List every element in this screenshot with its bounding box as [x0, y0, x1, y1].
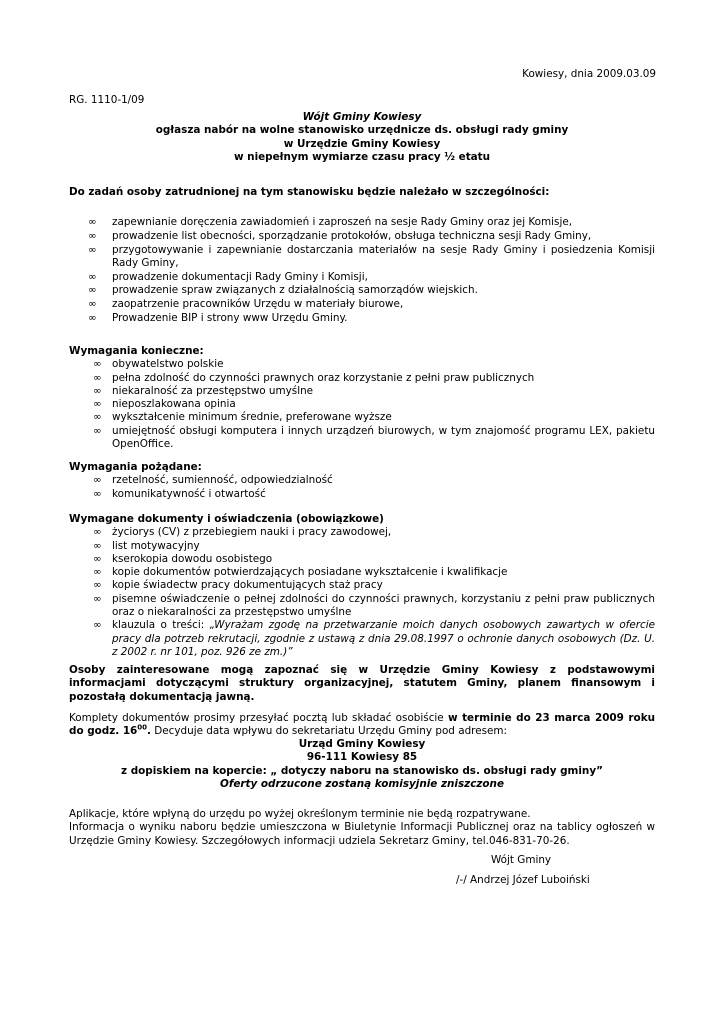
bullet-icon: ∞	[88, 298, 97, 311]
list-item: ∞ prowadzenie spraw związanych z działalnością samorządów wiejskich.	[88, 284, 478, 297]
address-office: Urząd Gminy Kowiesy	[298, 738, 426, 750]
bullet-icon: ∞	[93, 526, 102, 539]
submission-paragraph: Komplety dokumentów prosimy przesyłać pocztą lub składać osobiście w terminie do 23 marca 2009 roku do godz. $16^{00}$. Decyduje data wpływu do sekretariatu Urzędu Gminy pod adresem:	[69, 712, 655, 738]
bullet-icon: ∞	[93, 371, 102, 384]
required-title: Wymagania konieczne:	[69, 345, 204, 357]
documents-section	[69, 513, 655, 659]
bullet-icon: ∞	[88, 216, 97, 228]
document-date: Kowiesy, dnia 2009.03.09	[522, 68, 656, 80]
bullet-icon: ∞	[93, 579, 102, 592]
address-postal: 96-111 Kowiesy 85	[306, 751, 418, 764]
title-line-position: ogłasza nabór na wolne stanowisko urzędnicze ds. obsługi rady gminy	[155, 124, 569, 137]
bullet-icon: ∞	[88, 229, 97, 242]
bullet-icon: ∞	[93, 619, 102, 632]
bullet-icon: ∞	[93, 592, 102, 605]
list-item: ∞ obywatelstwo polskie	[93, 358, 224, 371]
title-line-office: w Urzędzie Gminy Kowiesy	[283, 137, 441, 150]
required-section	[69, 345, 655, 451]
desired-section	[69, 461, 655, 501]
announcement-title	[69, 111, 655, 164]
list-item: ∞ prowadzenie dokumentacji Rady Gminy i Komisji,	[88, 270, 368, 283]
list-item: ∞ przygotowywanie i zapewnianie dostarczania materiałów na sesje Rady Gminy i posiedzenia Komisji Rady Gminy,	[88, 243, 655, 269]
list-item: ∞ pełna zdolność do czynności prawnych oraz korzystanie z pełni praw publicznych	[93, 371, 535, 384]
bullet-icon: ∞	[93, 358, 102, 371]
desired-list	[69, 474, 655, 501]
bullet-icon: ∞	[93, 487, 102, 500]
footer-notes	[69, 808, 655, 848]
documents-title: Wymagane dokumenty i oświadczenia (obowiązkowe)	[69, 513, 384, 525]
list-item: ∞ klauzula o treści: „Wyrażam zgodę na przetwarzanie moich danych osobowych zawartych w ofercie pracy dla potrzeb rekrutacji, zgodnie z ustawą z dnia 29.08.1997 o ochronie danych osobowych (Dz. U. z 2002 r. nr 101, poz. 926 ze zm.)”	[93, 619, 655, 658]
bullet-icon: ∞	[93, 566, 102, 579]
title-line-issuer: Wójt Gminy Kowiesy	[302, 111, 422, 123]
bullet-icon: ∞	[88, 270, 97, 283]
list-item: ∞ niekaralność za przestępstwo umyślne	[93, 384, 314, 397]
list-item: ∞ prowadzenie list obecności, sporządzanie protokołów, obsługa techniczna sesji Rady Gminy,	[88, 229, 592, 242]
list-item: ∞ kserokopia dowodu osobistego	[93, 552, 273, 565]
contact-note: Osoby zainteresowane mogą zapoznać się w Urzędzie Gminy Kowiesy z podstawowymi informacjami dotyczącymi struktury organizacyjnej, statutem Gminy, planem finansowym i pozostałą dokumentacją jawną.	[69, 664, 655, 703]
list-item: ∞ kopie świadectw pracy dokumentujących staż pracy	[93, 579, 383, 592]
bullet-icon: ∞	[88, 312, 97, 325]
bullet-icon: ∞	[93, 411, 102, 424]
list-item: ∞ list motywacyjny	[93, 539, 200, 552]
list-item: ∞ kopie dokumentów potwierdzających posiadane wykształcenie i kwalifikacje	[93, 566, 508, 579]
bullet-icon: ∞	[93, 474, 102, 487]
signature-title: Wójt Gminy	[491, 854, 552, 866]
deadline: w terminie do 23 marca 2009 roku do godz. $16^{00}$.	[69, 712, 655, 738]
list-item: ∞ Prowadzenie BIP i strony www Urzędu Gminy.	[88, 312, 348, 325]
duties-intro: Do zadań osoby zatrudnionej na tym stanowisku będzie należało w szczególności:	[69, 186, 550, 198]
bullet-icon: ∞	[88, 243, 97, 256]
rejected-note: Oferty odrzucone zostaną komisyjnie zniszczone	[219, 777, 504, 790]
bullet-icon: ∞	[93, 384, 102, 397]
address-block	[69, 738, 655, 791]
duties-section	[69, 216, 655, 326]
list-item: ∞ wykształcenie minimum średnie, preferowane wyższe	[93, 411, 392, 424]
list-item: ∞ zaopatrzenie pracowników Urzędu w materiały biurowe,	[88, 298, 404, 311]
list-item: ∞ zapewnianie doręczenia zawiadomień i zaproszeń na sesje Rady Gminy oraz jej Komisje,	[88, 216, 573, 228]
bullet-icon: ∞	[93, 424, 102, 437]
results-info-note: Informacja o wyniku naboru będzie umieszczona w Biuletynie Informacji Publicznej oraz na tablicy ogłoszeń w Urzędzie Gminy Kowiesy. Szczegółowych informacji udziela Sekretarz Gminy, tel.046-831-70-26.	[69, 821, 655, 847]
list-item: ∞ nieposzlakowana opinia	[93, 398, 236, 411]
duties-list	[69, 216, 655, 325]
reference-number: RG. 1110-1/09	[69, 94, 145, 106]
late-applications-note: Aplikacje, które wpłyną do urzędu po wyżej określonym terminie nie będą rozpatrywane.	[69, 808, 531, 820]
bullet-icon: ∞	[93, 398, 102, 411]
bullet-icon: ∞	[93, 539, 102, 552]
signature-name: /-/ Andrzej Józef Luboiński	[456, 874, 590, 886]
required-list	[69, 358, 655, 451]
list-item: ∞ pisemne oświadczenie o pełnej zdolności do czynności prawnych, korzystaniu z pełni praw publicznych oraz o niekaralności za przestępstwo umyślne	[93, 592, 655, 619]
list-item: ∞ umiejętność obsługi komputera i innych urządzeń biurowych, w tym znajomość programu LEX, pakietu OpenOffice.	[93, 424, 655, 451]
list-item: ∞ życiorys (CV) z przebiegiem nauki i pracy zawodowej,	[93, 526, 392, 539]
list-item: ∞ rzetelność, sumienność, odpowiedzialność	[93, 474, 333, 487]
bullet-icon: ∞	[93, 552, 102, 565]
envelope-note: z dopiskiem na kopercie: „ dotyczy naboru na stanowisko ds. obsługi rady gminy”	[121, 764, 603, 777]
documents-list	[69, 526, 655, 659]
desired-title: Wymagania pożądane:	[69, 461, 202, 473]
consent-clause: „Wyrażam zgodę na przetwarzanie moich danych osobowych zawartych w ofercie pracy dla potrzeb rekrutacji, zgodnie z ustawą z dnia 29.08.1997 o ochronie danych osobowych (Dz. U. z 2002 r. nr 101, poz. 926 ze zm.)”	[112, 619, 655, 658]
bullet-icon: ∞	[88, 284, 97, 297]
list-item: ∞ komunikatywność i otwartość	[93, 487, 266, 500]
title-line-hours: w niepełnym wymiarze czasu pracy ½ etatu	[233, 150, 491, 163]
